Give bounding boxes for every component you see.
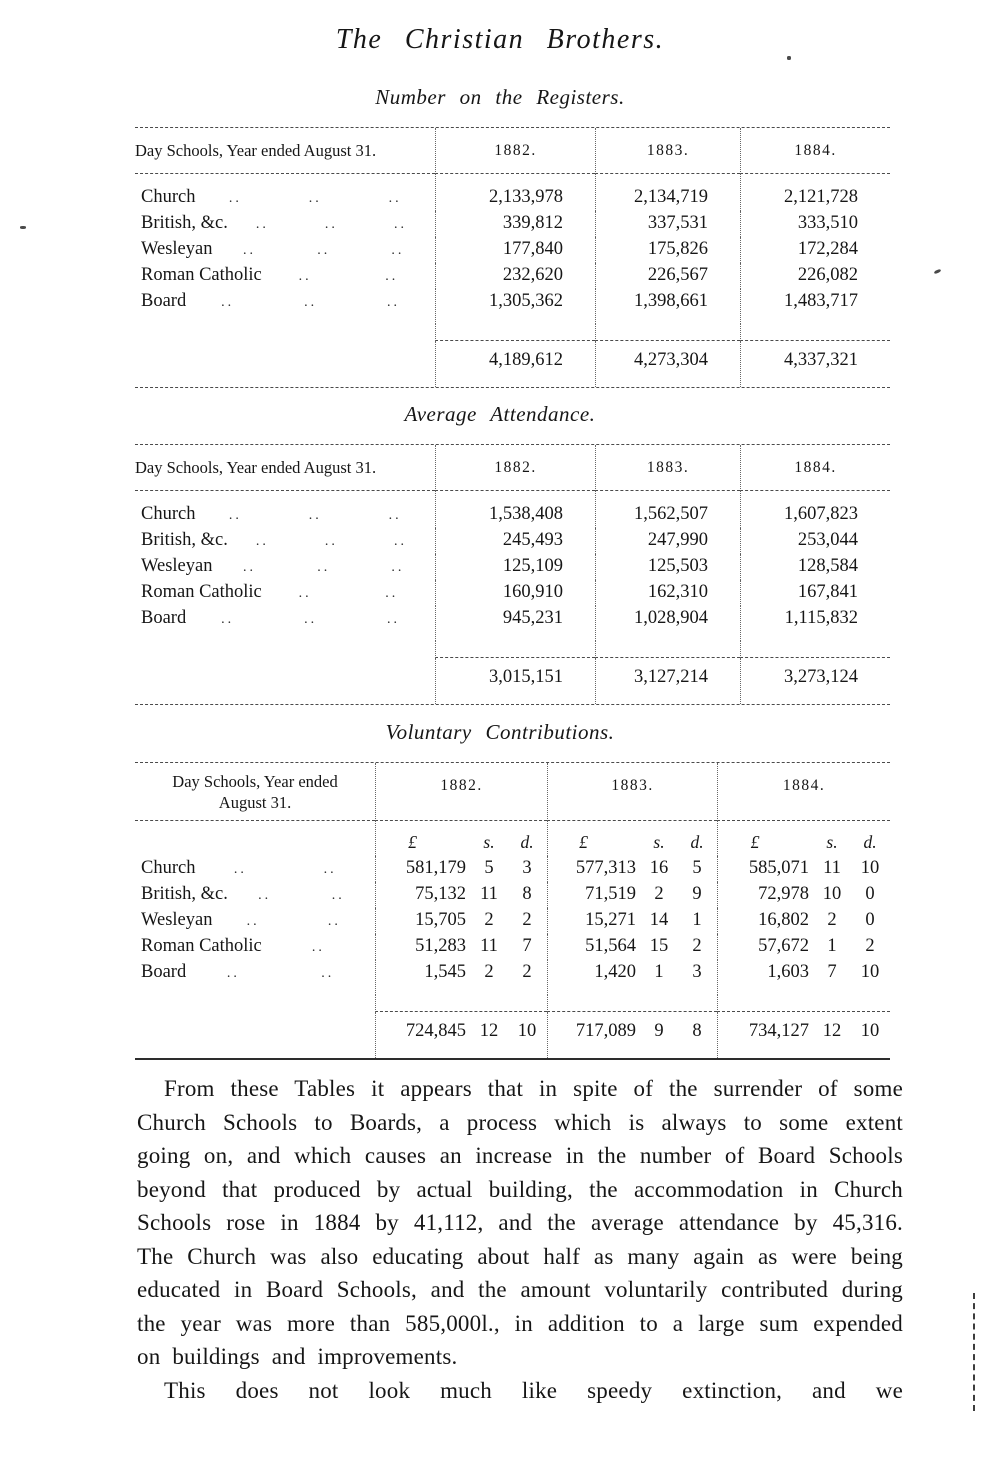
value-cell: 125,503	[595, 554, 740, 580]
shillings-value: 10	[822, 884, 842, 904]
leader-dots: ..	[323, 862, 337, 877]
money-cell	[547, 908, 717, 934]
contributions-table	[135, 762, 890, 1060]
total-value: 3,273,124	[740, 658, 890, 704]
total-value: 3,015,151	[435, 658, 595, 704]
value-cell: 945,231	[435, 606, 595, 641]
table-row	[135, 528, 890, 554]
pounds-value: 577,313	[575, 858, 636, 878]
value-cell: 128,584	[740, 554, 890, 580]
money-cell	[717, 934, 890, 960]
value-cell: 226,082	[740, 263, 890, 289]
leader-dots: ..	[246, 914, 260, 929]
money-cell	[717, 960, 890, 995]
leader-dots: ..	[327, 914, 341, 929]
pounds-value: 1,545	[424, 962, 466, 982]
shillings-abbrev: s.	[826, 832, 838, 852]
row-label: Roman Catholic	[141, 582, 262, 602]
pence-value: 1	[692, 910, 702, 930]
table-row	[135, 908, 890, 934]
year-header-1883: 1883.	[595, 128, 740, 174]
pounds-value: 51,283	[415, 936, 466, 956]
value-cell: 177,840	[435, 237, 595, 263]
pence-value: 2	[522, 962, 532, 982]
shillings-value: 2	[484, 962, 494, 982]
value-cell: 1,305,362	[435, 289, 595, 324]
table-row	[135, 554, 890, 580]
leader-dots: ..	[228, 508, 242, 523]
value-cell: 226,567	[595, 263, 740, 289]
pounds-value: 72,978	[758, 884, 809, 904]
shillings-value: 11	[480, 936, 498, 956]
pounds-value: 585,071	[748, 858, 809, 878]
leader-dots: ..	[331, 888, 345, 903]
row-label-cell	[135, 174, 435, 211]
scan-artifact-line	[973, 1293, 975, 1411]
row-label-cell	[135, 882, 375, 908]
contributions-caption: Voluntary Contributions.	[385, 720, 615, 744]
table-row	[135, 174, 890, 211]
total-value: 3,127,214	[595, 658, 740, 704]
value-cell: 125,109	[435, 554, 595, 580]
row-label-cell	[135, 237, 435, 263]
leader-dots: ..	[385, 586, 399, 601]
row-label-cell	[135, 960, 375, 995]
row-label-cell	[135, 606, 435, 641]
row-label: Church	[141, 504, 196, 524]
pence-value: 2	[522, 910, 532, 930]
pence-total: 10	[517, 1021, 537, 1041]
leader-dots: ..	[391, 243, 405, 258]
pence-value: 3	[522, 858, 532, 878]
row-label: British, &c.	[141, 530, 228, 550]
money-total-cell	[547, 1012, 717, 1058]
totals-row	[135, 658, 890, 704]
row-label-cell	[135, 856, 375, 882]
leader-dots: ..	[226, 966, 240, 981]
currency-header-group	[547, 821, 717, 856]
pounds-total: 724,845	[405, 1021, 466, 1041]
shillings-value: 1	[827, 936, 837, 956]
value-cell: 175,826	[595, 237, 740, 263]
value-cell: 247,990	[595, 528, 740, 554]
scan-speck	[934, 269, 942, 275]
value-cell: 232,620	[435, 263, 595, 289]
shillings-value: 11	[480, 884, 498, 904]
leader-dots: ..	[221, 612, 235, 627]
pence-value: 5	[692, 858, 702, 878]
pence-value: 9	[692, 884, 702, 904]
leader-dots: ..	[324, 534, 338, 549]
leader-dots: ..	[308, 508, 322, 523]
shillings-value: 1	[654, 962, 664, 982]
shillings-total: 12	[822, 1021, 842, 1041]
table-row	[135, 491, 890, 528]
value-cell: 160,910	[435, 580, 595, 606]
pounds-total: 717,089	[575, 1021, 636, 1041]
pounds-value: 1,420	[594, 962, 636, 982]
leader-dots: ..	[243, 560, 257, 575]
row-label: Board	[141, 962, 187, 982]
pounds-value: 15,705	[415, 910, 466, 930]
pounds-value: 15,271	[585, 910, 636, 930]
pence-value: 8	[522, 884, 532, 904]
table-corner-label: Day Schools, Year ended August 31.	[135, 128, 435, 174]
table-corner-label: Day Schools, Year ended August 31.	[135, 445, 435, 491]
pence-abbrev: d.	[520, 832, 534, 852]
leader-dots: ..	[393, 217, 407, 232]
table-row	[135, 960, 890, 995]
value-cell: 339,812	[435, 211, 595, 237]
table-row	[135, 263, 890, 289]
pence-value: 7	[522, 936, 532, 956]
year-header-1883: 1883.	[595, 445, 740, 491]
leader-dots: ..	[324, 217, 338, 232]
value-cell: 253,044	[740, 528, 890, 554]
value-cell: 1,028,904	[595, 606, 740, 641]
total-value: 4,189,612	[435, 341, 595, 387]
row-label: Roman Catholic	[141, 265, 262, 285]
row-label: British, &c.	[141, 884, 228, 904]
currency-header-group	[717, 821, 890, 856]
money-cell	[375, 882, 547, 908]
attendance-caption: Average Attendance.	[404, 402, 596, 426]
pence-total: 10	[860, 1021, 880, 1041]
leader-dots: ..	[243, 243, 257, 258]
value-cell: 1,483,717	[740, 289, 890, 324]
pounds-value: 71,519	[585, 884, 636, 904]
currency-header-group	[375, 821, 547, 856]
leader-dots: ..	[233, 862, 247, 877]
shillings-abbrev: s.	[483, 832, 495, 852]
value-cell: 2,121,728	[740, 174, 890, 211]
pence-value: 0	[865, 910, 875, 930]
shillings-value: 2	[827, 910, 837, 930]
row-label: Roman Catholic	[141, 936, 262, 956]
leader-dots: ..	[255, 534, 269, 549]
table-row	[135, 934, 890, 960]
body-text	[137, 1072, 903, 1407]
table-row	[135, 211, 890, 237]
leader-dots: ..	[388, 191, 402, 206]
pence-value: 10	[860, 858, 880, 878]
shillings-value: 7	[827, 962, 837, 982]
money-cell	[547, 882, 717, 908]
pence-total: 8	[692, 1021, 702, 1041]
value-cell: 333,510	[740, 211, 890, 237]
shillings-value: 14	[649, 910, 669, 930]
leader-dots: ..	[255, 217, 269, 232]
shillings-value: 15	[649, 936, 669, 956]
row-label-cell	[135, 908, 375, 934]
value-cell: 2,133,978	[435, 174, 595, 211]
registers-table	[135, 127, 890, 388]
row-label: Board	[141, 608, 187, 628]
leader-dots: ..	[385, 269, 399, 284]
leader-dots: ..	[391, 560, 405, 575]
pence-value: 2	[692, 936, 702, 956]
value-cell: 1,562,507	[595, 491, 740, 528]
corner-label-line1: Day Schools, Year ended	[172, 772, 338, 791]
leader-dots: ..	[304, 612, 318, 627]
pounds-total: 734,127	[748, 1021, 809, 1041]
leader-dots: ..	[298, 269, 312, 284]
year-header-1884: 1884.	[740, 445, 890, 491]
table-corner-label	[135, 763, 375, 821]
value-cell: 162,310	[595, 580, 740, 606]
year-header-1882: 1882.	[435, 128, 595, 174]
total-value: 4,273,304	[595, 341, 740, 387]
totals-separator-row	[135, 641, 890, 658]
pence-value: 3	[692, 962, 702, 982]
shillings-value: 16	[649, 858, 669, 878]
table-row	[135, 606, 890, 641]
totals-row	[135, 341, 890, 387]
row-label-cell	[135, 263, 435, 289]
value-cell: 1,398,661	[595, 289, 740, 324]
row-label: Wesleyan	[141, 239, 213, 259]
leader-dots: ..	[387, 612, 401, 627]
table-header-row	[135, 128, 890, 174]
pounds-sign: £	[408, 832, 417, 852]
corner-label-line2: August 31.	[218, 793, 292, 812]
row-label-cell	[135, 528, 435, 554]
value-cell: 1,115,832	[740, 606, 890, 641]
value-cell: 167,841	[740, 580, 890, 606]
money-total-cell	[717, 1012, 890, 1058]
registers-caption: Number on the Registers.	[375, 85, 625, 109]
value-cell: 337,531	[595, 211, 740, 237]
table-row	[135, 856, 890, 882]
pounds-value: 51,564	[585, 936, 636, 956]
table-header-row	[135, 445, 890, 491]
row-label: Wesleyan	[141, 556, 213, 576]
pence-abbrev: d.	[863, 832, 877, 852]
pounds-sign: £	[750, 832, 760, 852]
table-row	[135, 237, 890, 263]
value-cell: 245,493	[435, 528, 595, 554]
money-total-cell	[375, 1012, 547, 1058]
pounds-value: 1,603	[767, 962, 809, 982]
year-header-1882: 1882.	[435, 445, 595, 491]
table-row	[135, 580, 890, 606]
pounds-sign: £	[579, 832, 588, 852]
leader-dots: ..	[228, 191, 242, 206]
leader-dots: ..	[317, 560, 331, 575]
row-label-cell	[135, 580, 435, 606]
row-label-cell	[135, 554, 435, 580]
value-cell: 1,538,408	[435, 491, 595, 528]
leader-dots: ..	[311, 940, 325, 955]
row-label: Wesleyan	[141, 910, 213, 930]
money-cell	[375, 856, 547, 882]
money-cell	[375, 934, 547, 960]
leader-dots: ..	[387, 295, 401, 310]
shillings-value: 11	[823, 858, 841, 878]
totals-separator-row	[135, 995, 890, 1012]
leader-dots: ..	[308, 191, 322, 206]
shillings-value: 2	[654, 884, 664, 904]
leader-dots: ..	[298, 586, 312, 601]
leader-dots: ..	[317, 243, 331, 258]
total-value: 4,337,321	[740, 341, 890, 387]
row-label-cell	[135, 289, 435, 324]
totals-row	[135, 1012, 890, 1058]
money-cell	[717, 908, 890, 934]
row-label-cell	[135, 491, 435, 528]
row-label-cell	[135, 934, 375, 960]
pence-abbrev: d.	[690, 832, 704, 852]
row-label: Board	[141, 291, 187, 311]
value-cell: 2,134,719	[595, 174, 740, 211]
row-label: Church	[141, 187, 196, 207]
attendance-table	[135, 444, 890, 705]
pounds-value: 75,132	[415, 884, 466, 904]
row-label: British, &c.	[141, 213, 228, 233]
leader-dots: ..	[321, 966, 335, 981]
money-cell	[375, 960, 547, 995]
shillings-total: 9	[654, 1021, 664, 1041]
leader-dots: ..	[388, 508, 402, 523]
money-cell	[717, 856, 890, 882]
leader-dots: ..	[258, 888, 272, 903]
paragraph: From these Tables it appears that in spite of the surrender of some Church Schools to Boards, a process which is always to some extent going on, and which causes an increase in the number of Board Schools beyond that produced by actual building, the accommodation in Church Schools rose in 1884 by 41,112, and the average attendance by 45,316. The Church was also educating about half as many again as were being educated in Board Schools, and the amount voluntarily contributed during the year was more than 585,000l., in addition to a large sum expended on buildings and improvements.	[137, 1076, 903, 1369]
money-cell	[375, 908, 547, 934]
shillings-abbrev: s.	[653, 832, 665, 852]
shillings-value: 2	[484, 910, 494, 930]
money-cell	[547, 856, 717, 882]
money-cell	[547, 960, 717, 995]
shillings-value: 5	[484, 858, 494, 878]
row-label-cell	[135, 211, 435, 237]
money-cell	[717, 882, 890, 908]
pounds-value: 581,179	[405, 858, 466, 878]
leader-dots: ..	[221, 295, 235, 310]
value-cell: 172,284	[740, 237, 890, 263]
table-header-row	[135, 763, 890, 821]
paragraph: This does not look much like speedy extinction, and we	[164, 1377, 903, 1403]
value-cell: 1,607,823	[740, 491, 890, 528]
leader-dots: ..	[304, 295, 318, 310]
pence-value: 10	[860, 962, 880, 982]
totals-separator-row	[135, 324, 890, 341]
scan-speck	[20, 226, 26, 229]
row-label: Church	[141, 858, 196, 878]
page-title: The Christian Brothers.	[335, 24, 665, 55]
year-header-1883: 1883.	[547, 763, 717, 821]
money-cell	[547, 934, 717, 960]
year-header-1884: 1884.	[740, 128, 890, 174]
leader-dots: ..	[393, 534, 407, 549]
pounds-value: 16,802	[758, 910, 809, 930]
scan-speck	[787, 56, 791, 60]
pence-value: 2	[865, 936, 875, 956]
table-row	[135, 882, 890, 908]
shillings-total: 12	[479, 1021, 499, 1041]
pence-value: 0	[865, 884, 875, 904]
pounds-value: 57,672	[758, 936, 809, 956]
year-header-1882: 1882.	[375, 763, 547, 821]
year-header-1884: 1884.	[717, 763, 890, 821]
currency-header-row	[135, 821, 890, 856]
table-row	[135, 289, 890, 324]
